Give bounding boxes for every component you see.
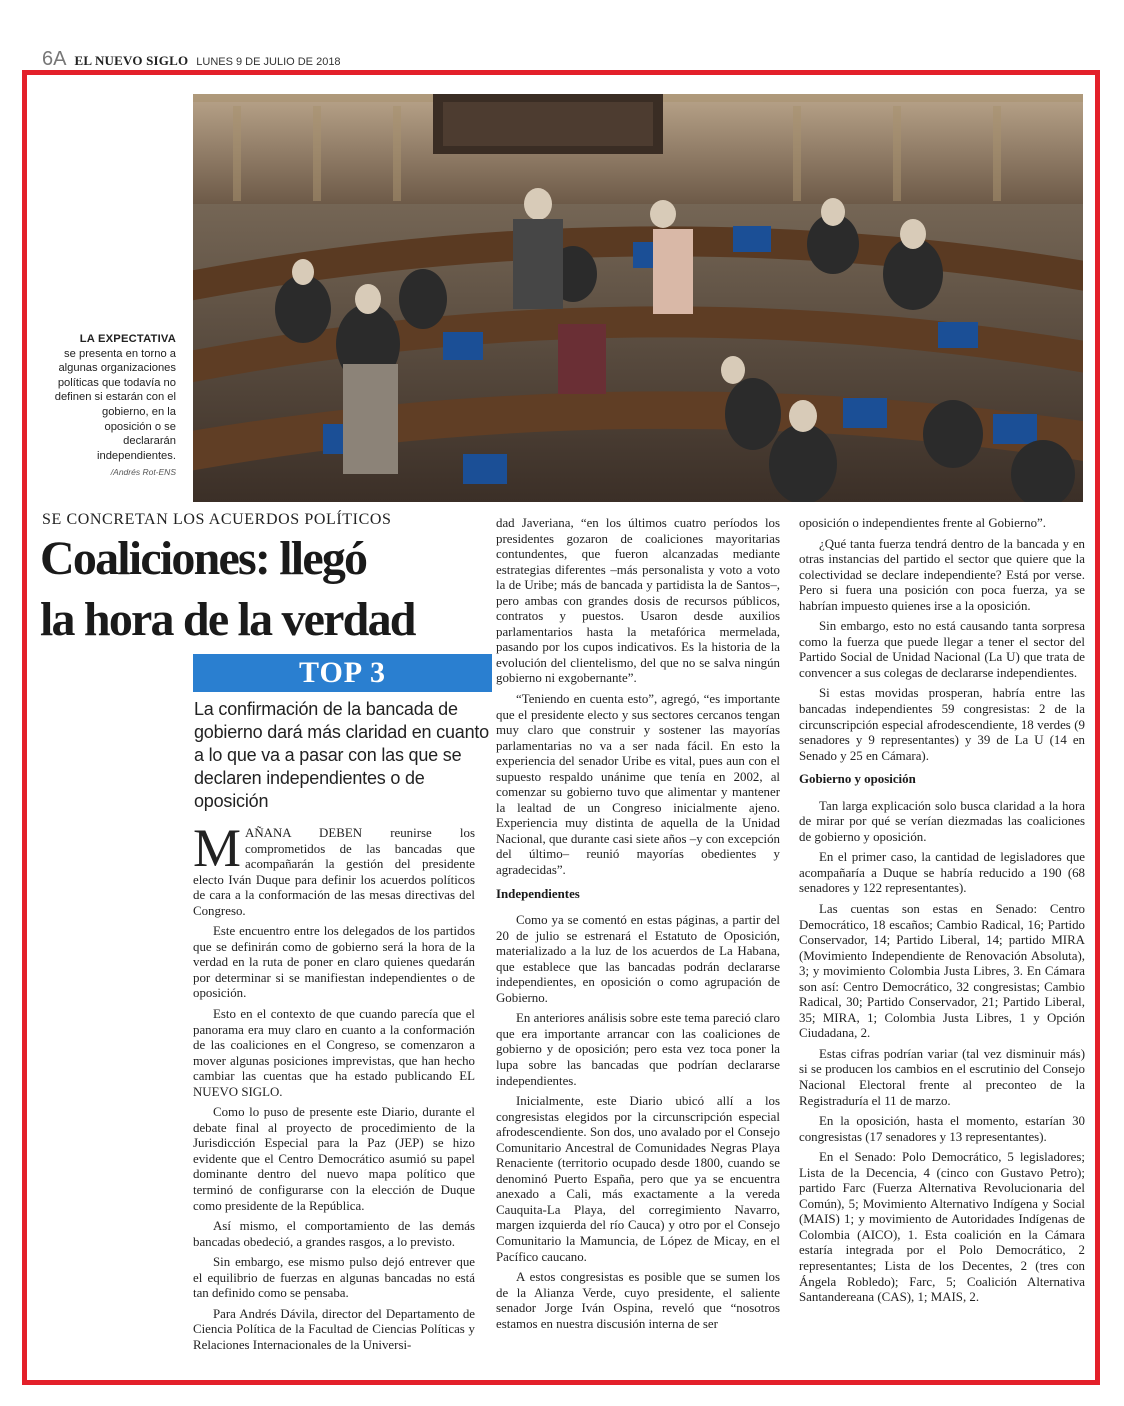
newspaper-name: EL NUEVO SIGLO <box>74 53 189 68</box>
paragraph: Estas cifras podrían variar (tal vez disminuir más) si se producen los cambios en el escrutinio del Consejo Nacional Electoral frente al preconteo de la Registraduría el 11 de marzo. <box>799 1046 1085 1108</box>
lead-text: reunirse los comprometidos de las bancadas que acompañarán la gestión del presidente electo Iván Duque para definir los acuerdos políticos de cara a la conformación de las mesas directivas del Congreso. <box>193 826 475 918</box>
kicker: SE CONCRETAN LOS ACUERDOS POLÍTICOS <box>42 511 392 528</box>
subhead-gobierno-oposicion: Gobierno y oposición <box>799 772 916 787</box>
issue-date: LUNES 9 DE JULIO DE 2018 <box>196 56 341 68</box>
photo-credit: /Andrés Rot-ENS <box>110 467 176 478</box>
paragraph: “Teniendo en cuenta esto”, agregó, “es importante que el presidente electo y sus sectores cercanos tengan muy claro que construir y sostener las mayorías parlamentarias no va a ser nada fácil. En esto la experiencia del senador Uribe es vital, pues aun con el supuesto respaldo unánime que tenía en 2002, al comenzar su gobierno tuvo que alimentar y mantener la lealtad de un Congreso inicialmente ajeno. Experiencia muy distinta de aquella de la Unidad Nacional, que durante casi siete años –y con excepción del último– reunió mayorías obedientes y agradecidas”. <box>496 692 780 878</box>
page-number: 6A <box>42 48 67 70</box>
headline-line-1: Coaliciones: llegó <box>40 532 367 585</box>
paragraph: dad Javeriana, “en los últimos cuatro períodos los presidentes gozaron de coaliciones mayoritarias contundentes, que fueron alcanzadas mediante estrategias diferentes –más personalista y voto a voto la de Uribe; más de bancada y partidista la de Santos–, pero ambas con grandes dosis de recursos públicos, contratos y puestos. Usaron desde auxilios parlamentarios hasta la metafórica mermelada, pasando por los cupos indicativos. Es la historia de la evolución del clientelismo, del que no se salva ningún gobierno ni exgobernante”. <box>496 516 780 686</box>
caption-text: se presenta en torno a algunas organizaciones políticas que todavía no definen si estarán con el gobierno, en la oposición o se declararán independientes. <box>54 347 176 462</box>
column-1 <box>193 818 475 1359</box>
session-hall-photo <box>193 94 1083 502</box>
paragraph <box>193 818 475 919</box>
paragraph: Esto en el contexto de que cuando parecía que el panorama era muy claro en cuanto a la conformación de las coaliciones en el Congreso, se comenzaron a mover algunas posiciones imprevistas, que han hecho cambiar las cuentas que ha estado publicando EL NUEVO SIGLO. <box>193 1007 475 1099</box>
headline-line-2: la hora de la verdad <box>40 593 415 646</box>
paragraph: Este encuentro entre los delegados de los partidos que se definirán como de gobierno será la hora de la verdad en la ruta de poner en claro quienes quedarán por determinar si se manifiestan independientes o de oposición. <box>193 924 475 1001</box>
paragraph: En la oposición, hasta el momento, estarían 30 congresistas (17 senadores y 13 representantes). <box>799 1114 1085 1144</box>
paragraph: En el primer caso, la cantidad de legisladores que acompañaría a Duque se habría reducido a 190 (68 senadores y 122 representantes). <box>799 850 1085 896</box>
paragraph: Sin embargo, ese mismo pulso dejó entrever que el equilibrio de fuerzas en algunas bancadas no está tan definido como se pensaba. <box>193 1255 475 1301</box>
paragraph: Para Andrés Dávila, director del Departamento de Ciencia Política de la Facultad de Ciencias Políticas y Relaciones Internacionales de la Universi- <box>193 1306 475 1352</box>
paragraph: En el Senado: Polo Democrático, 5 legisladores; Lista de la Decencia, 4 (cinco con Gustavo Petro); partido Farc (Fuerza Alternativa Revolucionaria del Común), 5; Movimiento Alternativo Indígena y Social (MAIS) 1; y movimiento de Autoridades Indígenas de Colombia (AICO), 1. Esta coalición en la Cámara estaría integrada por el Polo Democrático, 2 representantes; Lista de los Decentes, 2 (tres con Ángela Robledo); Farc, 5; Coalición Alternativa Santandereana (CAS), 1; MAIS, 2. <box>799 1150 1085 1305</box>
caption-title: LA EXPECTATIVA <box>79 333 176 345</box>
lead-in: AÑANA DEBEN <box>245 826 363 840</box>
paragraph: Como lo puso de presente este Diario, durante el debate final al proyecto de procedimiento de la Jurisdicción Especial para la Paz (JEP) se hizo evidente que el Centro Democrático asumió su papel dominante dentro del nuevo mapa político que terminó de configurarse con la elección de Duque como presidente de la República. <box>193 1105 475 1213</box>
photo-illustration <box>193 94 1083 502</box>
top-banner: TOP 3 <box>193 654 492 692</box>
paragraph: Si estas movidas prosperan, habría entre las bancadas independientes 59 congresistas: 2 de la circunscripción especial afrodescendiente, 18 verdes (9 senadores y 9 representantes) y 39 de La U (14 en Senado y 25 en Cámara). <box>799 686 1085 763</box>
paragraph: oposición o independientes frente al Gobierno”. <box>799 516 1046 530</box>
paragraph: Así mismo, el comportamiento de las demás bancadas obedeció, a grandes rasgos, a lo previsto. <box>193 1219 475 1249</box>
headline <box>40 528 492 650</box>
paragraph: Como ya se comentó en estas páginas, a partir del 20 de julio se estrenará el Estatuto de Oposición, materializado a la luz de los acuerdos de La Habana, que establece que las bancadas podrán declararse independientes, en oposición o como agrupación de Gobierno. <box>496 913 780 1005</box>
column-2 <box>496 516 780 1337</box>
column-3 <box>799 516 1085 1311</box>
subhead-independientes: Independientes <box>496 886 580 901</box>
paragraph: Inicialmente, este Diario ubicó allí a los congresistas elegidos por la circunscripción especial afrodescendiente. Son dos, uno avalado por el Consejo Comunitario Ancestral de Comunidades Negras Playa Renaciente (territorio ocupado desde 1800, cuando se denominó Puerto España, pero que ya se encuentra anexado a Cali, más exactamente a la vereda Cauquita-La Playa, del corregimiento Navarro, margen izquierda del río Cauca) y otro por el Consejo Comunitario la Mamuncia, de López de Micay, en el Pacífico caucano. <box>496 1094 780 1264</box>
page-header <box>42 48 341 72</box>
paragraph: ¿Qué tanta fuerza tendrá dentro de la bancada y en otras instancias del partido el sector que quiere que la colectividad se declare independiente? Está por verse. Pero si fuera una posición con poca fuerza, ya se habrían impuesto quienes irse a la oposición. <box>799 536 1085 613</box>
deck: La confirmación de la bancada de gobierno dará más claridad en cuanto a lo que va a pasar con las que se declaren independientes o de oposición <box>194 699 489 811</box>
paragraph: A estos congresistas es posible que se sumen los de la Alianza Verde, cuyo presidente, el saliente senador Jorge Iván Ospina, reveló que “nosotros estamos en nuestra discusión interna de ser <box>496 1270 780 1331</box>
paragraph: Sin embargo, esto no está causando tanta sorpresa como la fuerza que puede llegar a tener el sector del Partido Social de Unidad Nacional (La U) que trata de convencer a sus colegas de declararse independientes. <box>799 619 1085 680</box>
drop-cap: M <box>193 818 242 878</box>
paragraph: En anteriores análisis sobre este tema pareció claro que era importante arrancar con las coaliciones de gobierno y de oposición; pero esta vez toca poner la lupa sobre las bancadas que podrían declararse independientes. <box>496 1011 780 1088</box>
photo-caption <box>52 332 176 480</box>
paragraph: Las cuentas son estas en Senado: Centro Democrático, 18 escaños; Cambio Radical, 16; Partido Conservador, 14; Partido Liberal, 14; partido MIRA (Movimiento Independiente de Renovación Absoluta), 3; y movimiento Colombia Justa Libres, 3. En Cámara son así: Centro Democrático, 32 congresistas; Cambio Radical, 30; Partido Conservador, 21; Partido Liberal, 35; MIRA, 1; Colombia Justa Libres, 1 y Opción Ciudadana, 2. <box>799 901 1085 1041</box>
paragraph: Tan larga explicación solo busca claridad a la hora de mirar por qué se verían diezmadas las coaliciones de gobierno y oposición. <box>799 798 1085 844</box>
